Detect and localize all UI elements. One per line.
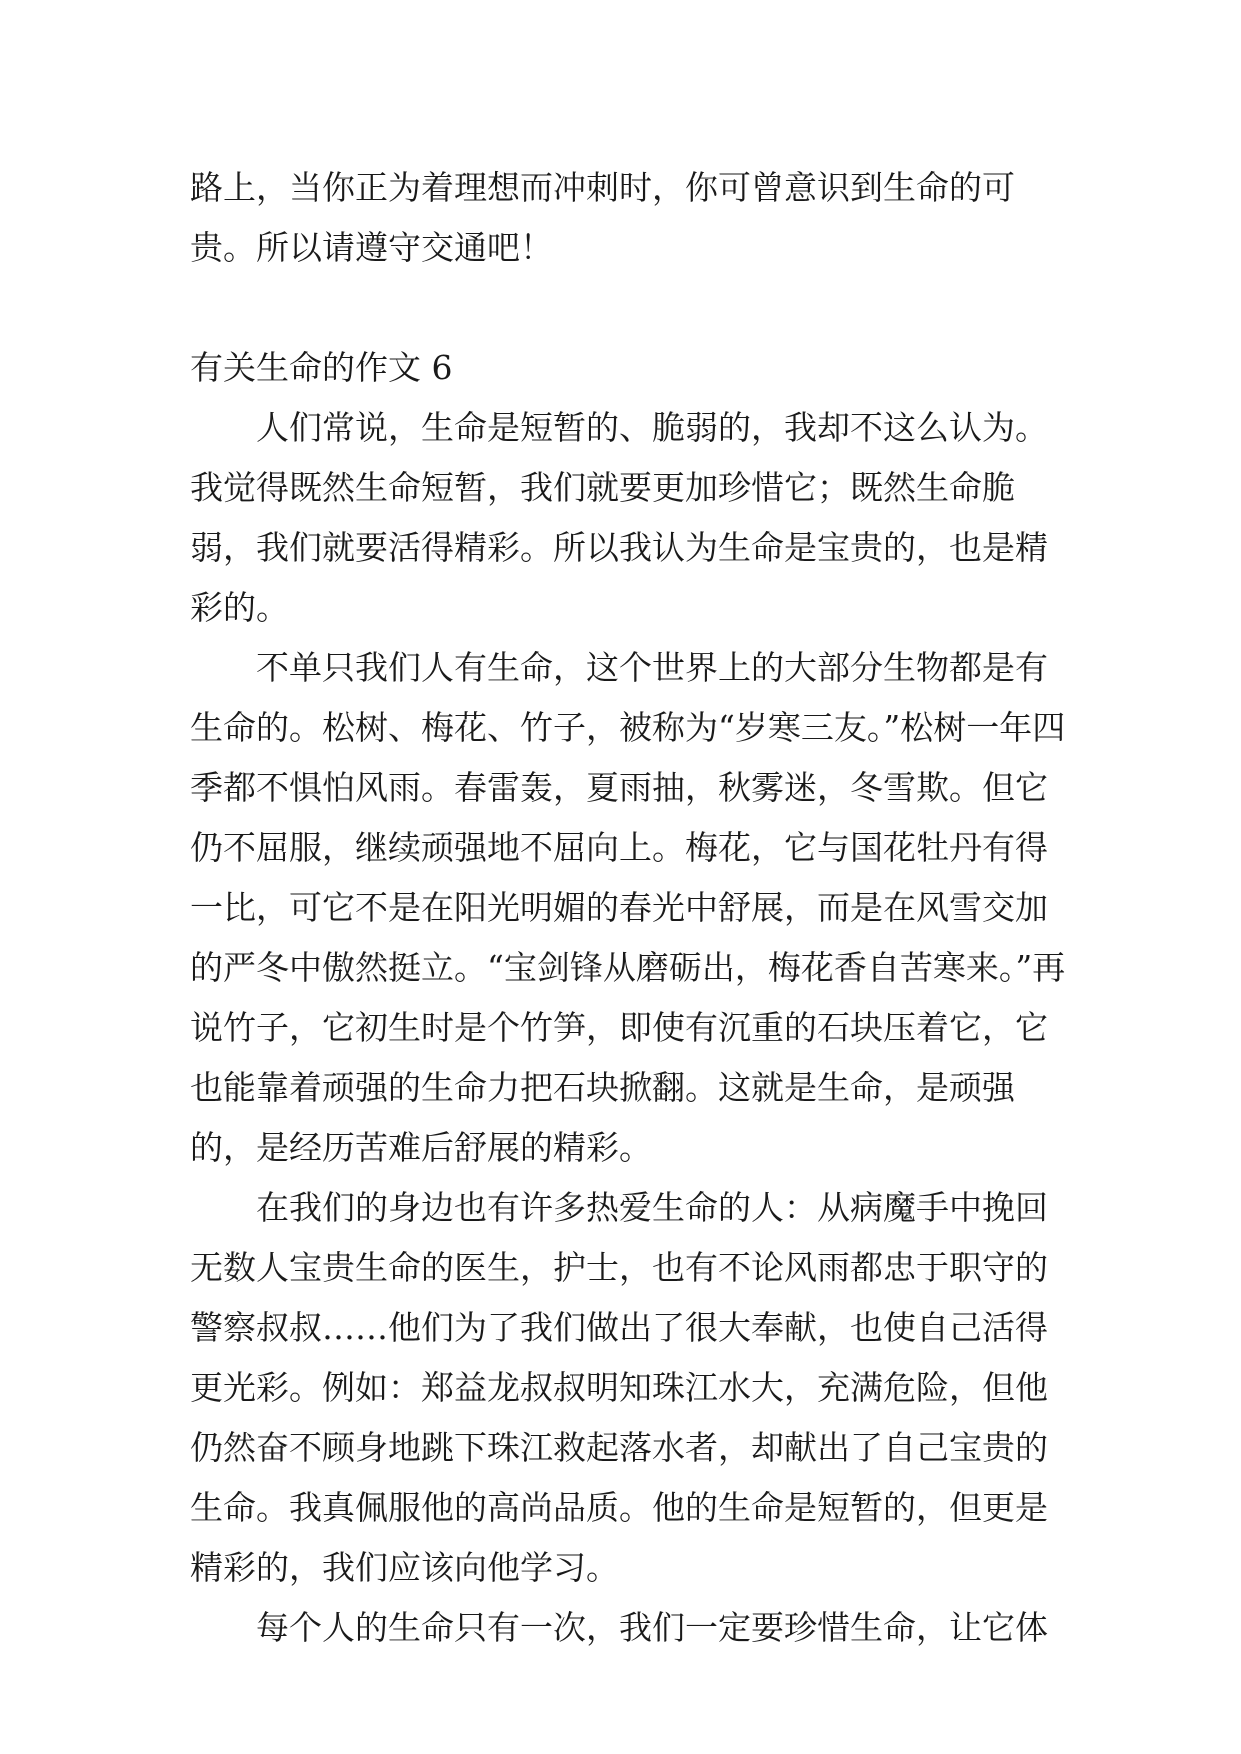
intro-paragraph: 路上，当你正为着理想而冲刺时，你可曾意识到生命的可贵。所以请遵守交通吧！ (190, 168, 1015, 267)
body-paragraph: 人们常说，生命是短暂的、脆弱的，我却不这么认为。我觉得既然生命短暂，我们就要更加珍惜它；既然生命脆弱，我们就要活得精彩。所以我认为生命是宝贵的，也是精彩的。 (190, 408, 1048, 627)
body-paragraph: 在我们的身边也有许多热爱生命的人：从病魔手中挽回无数人宝贵生命的医生，护士，也有不论风雨都忠于职守的警察叔叔……他们为了我们做出了很大奉献，也使自己活得更光彩。例如：郑益龙叔叔明知珠江水大，充满危险，但他仍然奋不顾身地跳下珠江救起落水者，却献出了自己宝贵的生命。我真佩服他的高尚品质。他的生命是短暂的，但更是精彩的，我们应该向他学习。 (190, 1188, 1048, 1587)
body-paragraph: 每个人的生命只有一次，我们一定要珍惜生命，让它体 (256, 1608, 1048, 1647)
document-body (190, 158, 1070, 1658)
essay-heading: 有关生命的作文 6 (190, 348, 453, 387)
body-paragraph: 不单只我们人有生命，这个世界上的大部分生物都是有生命的。松树、梅花、竹子，被称为“岁寒三友。”松树一年四季都不惧怕风雨。春雷轰，夏雨抽，秋雾迷，冬雪欺。但它仍不屈服，继续顽强地不屈向上。梅花，它与国花牡丹有得一比，可它不是在阳光明媚的春光中舒展，而是在风雪交加的严冬中傲然挺立。“宝剑锋从磨砺出，梅花香自苦寒来。”再说竹子，它初生时是个竹笋，即使有沉重的石块压着它，它也能靠着顽强的生命力把石块掀翻。这就是生命，是顽强的，是经历苦难后舒展的精彩。 (190, 648, 1066, 1167)
